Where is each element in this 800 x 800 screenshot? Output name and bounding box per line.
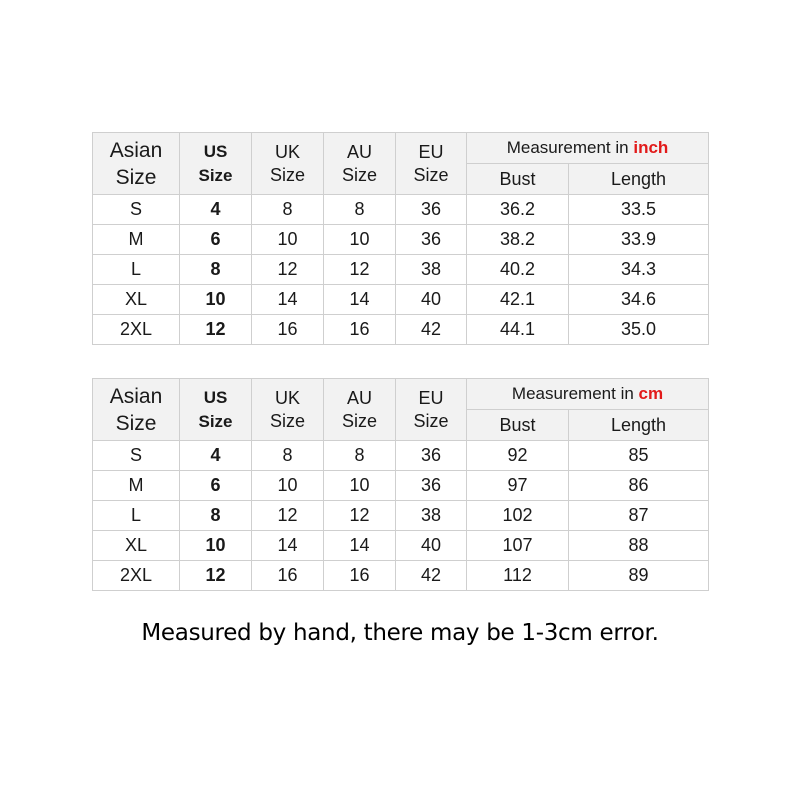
header-us-line1: US [203,141,228,161]
header-bust: Bust [467,410,569,441]
header-uk-line2: Size [269,410,305,431]
cell-eu: 38 [396,255,467,285]
cell-us: 10 [180,531,252,561]
measurement-unit: inch [633,138,669,157]
header-au-size [324,133,396,195]
header-asian-size [93,133,180,195]
header-us-line1: US [203,387,228,407]
cell-length: 34.6 [569,285,709,315]
header-uk-size [252,133,324,195]
header-uk-line1: UK [274,141,300,162]
table-row [93,561,709,591]
cell-asian: 2XL [93,561,180,591]
cell-uk: 8 [252,195,324,225]
cell-length: 35.0 [569,315,709,345]
table-row [93,471,709,501]
header-us-size [180,133,252,195]
measurement-error-note: Measured by hand, there may be 1-3cm error. [141,620,659,646]
cell-uk: 16 [252,315,324,345]
header-eu-line1: EU [418,387,444,408]
cell-eu: 36 [396,441,467,471]
header-bust: Bust [467,164,569,195]
header-asian-line1: Asian [109,384,163,408]
cell-eu: 36 [396,225,467,255]
table-row [93,285,709,315]
cell-bust: 102 [467,501,569,531]
header-eu-line2: Size [413,164,449,185]
cell-bust: 38.2 [467,225,569,255]
cell-asian: S [93,441,180,471]
table-row [93,501,709,531]
cell-length: 33.5 [569,195,709,225]
cell-eu: 42 [396,315,467,345]
cell-bust: 97 [467,471,569,501]
cell-eu: 36 [396,471,467,501]
header-uk-line1: UK [274,387,300,408]
cell-bust: 107 [467,531,569,561]
cell-eu: 40 [396,285,467,315]
header-asian-size [93,379,180,441]
table-row [93,441,709,471]
cell-asian: L [93,501,180,531]
cell-length: 33.9 [569,225,709,255]
cell-asian: XL [93,285,180,315]
cell-eu: 38 [396,501,467,531]
cell-asian: L [93,255,180,285]
cell-uk: 12 [252,501,324,531]
cell-us: 10 [180,285,252,315]
header-measurement [467,379,709,410]
cell-us: 12 [180,561,252,591]
cell-uk: 14 [252,531,324,561]
cell-au: 10 [324,225,396,255]
cell-us: 4 [180,441,252,471]
header-au-size [324,379,396,441]
header-us-line2: Size [198,165,233,185]
cell-us: 4 [180,195,252,225]
cell-au: 14 [324,285,396,315]
header-eu-line2: Size [413,410,449,431]
cell-length: 89 [569,561,709,591]
header-au-line1: AU [346,387,372,408]
cell-bust: 42.1 [467,285,569,315]
cell-uk: 8 [252,441,324,471]
header-eu-size [396,133,467,195]
header-eu-line1: EU [418,141,444,162]
cell-asian: S [93,195,180,225]
cell-us: 8 [180,501,252,531]
header-au-line2: Size [341,164,377,185]
header-length: Length [569,164,709,195]
cell-uk: 14 [252,285,324,315]
header-length: Length [569,410,709,441]
cell-au: 8 [324,441,396,471]
table-row [93,225,709,255]
cell-length: 87 [569,501,709,531]
cell-bust: 36.2 [467,195,569,225]
table-row [93,531,709,561]
header-asian-line1: Asian [109,138,163,162]
measurement-prefix: Measurement in [506,138,629,157]
cell-us: 6 [180,225,252,255]
cell-au: 16 [324,561,396,591]
cell-au: 12 [324,255,396,285]
measurement-unit: cm [638,384,664,403]
header-us-line2: Size [198,411,233,431]
cell-asian: XL [93,531,180,561]
cell-asian: M [93,471,180,501]
size-table-cm [92,378,709,591]
cell-uk: 12 [252,255,324,285]
cell-bust: 40.2 [467,255,569,285]
cell-eu: 36 [396,195,467,225]
cell-uk: 10 [252,471,324,501]
header-uk-size [252,379,324,441]
header-row [93,133,709,164]
cell-au: 8 [324,195,396,225]
cell-au: 14 [324,531,396,561]
cell-au: 10 [324,471,396,501]
cell-bust: 92 [467,441,569,471]
header-asian-line2: Size [115,165,157,189]
header-asian-line2: Size [115,411,157,435]
cell-length: 85 [569,441,709,471]
cell-au: 12 [324,501,396,531]
measurement-prefix: Measurement in [511,384,634,403]
cell-eu: 40 [396,531,467,561]
cell-length: 34.3 [569,255,709,285]
cell-uk: 16 [252,561,324,591]
header-us-size [180,379,252,441]
table-row [93,315,709,345]
cell-bust: 44.1 [467,315,569,345]
cell-length: 88 [569,531,709,561]
cell-au: 16 [324,315,396,345]
cell-uk: 10 [252,225,324,255]
table-row [93,195,709,225]
cell-asian: 2XL [93,315,180,345]
size-table-inch [92,132,709,345]
cell-asian: M [93,225,180,255]
cell-eu: 42 [396,561,467,591]
header-uk-line2: Size [269,164,305,185]
header-row [93,379,709,410]
header-au-line1: AU [346,141,372,162]
cell-us: 6 [180,471,252,501]
cell-bust: 112 [467,561,569,591]
cell-length: 86 [569,471,709,501]
header-au-line2: Size [341,410,377,431]
header-measurement [467,133,709,164]
table-row [93,255,709,285]
cell-us: 8 [180,255,252,285]
cell-us: 12 [180,315,252,345]
header-eu-size [396,379,467,441]
